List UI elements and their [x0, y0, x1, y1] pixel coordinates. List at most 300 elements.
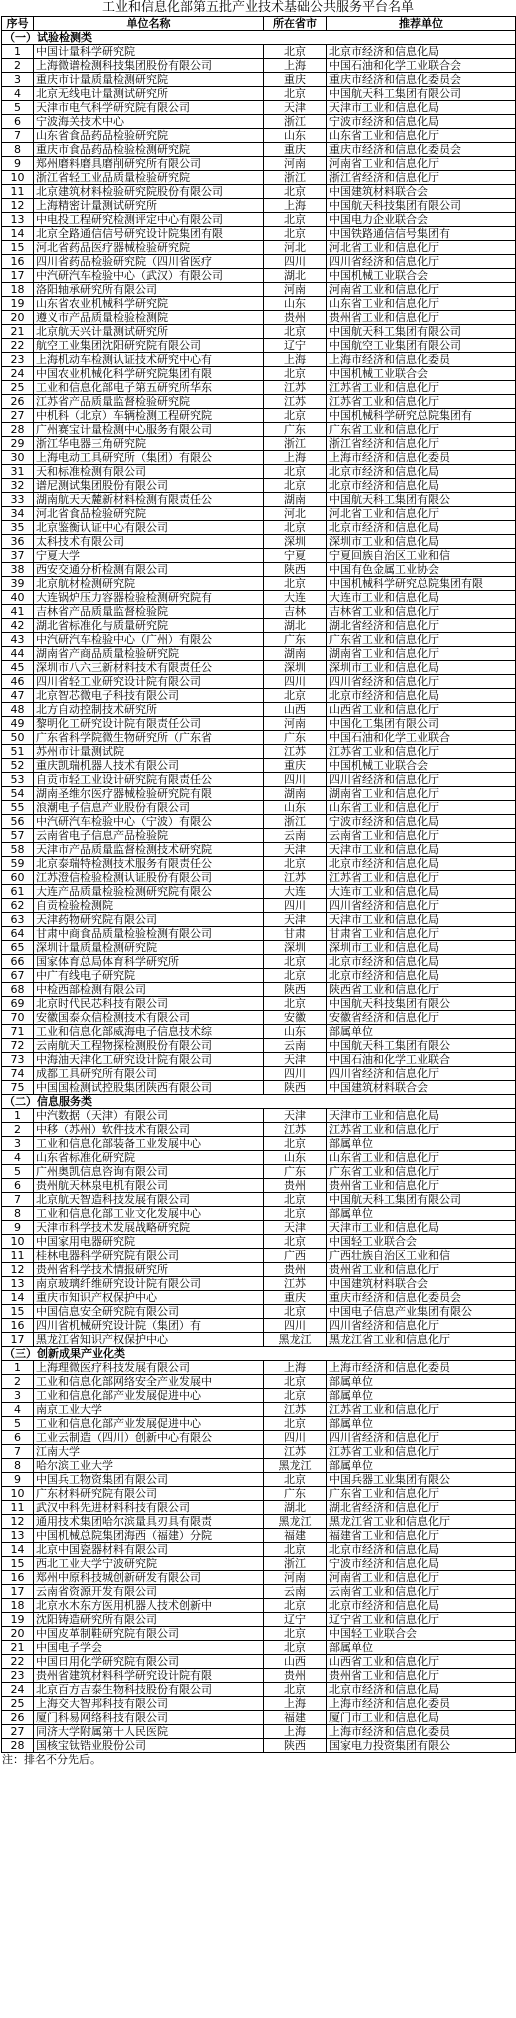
row-number: 12	[2, 1515, 34, 1529]
unit-name: 中汽研汽车检验中心（武汉）有限公司	[34, 269, 264, 283]
region: 四川	[264, 255, 327, 269]
unit-name: 中机科（北京）车辆检测工程研究院	[34, 409, 264, 423]
table-row	[2, 1249, 516, 1263]
recommender: 重庆市经济和信息化委员会	[327, 143, 516, 157]
row-number: 17	[2, 269, 34, 283]
table-row	[2, 549, 516, 563]
row-number: 25	[2, 1697, 34, 1711]
region: 贵州	[264, 1179, 327, 1193]
unit-name: 天津市电气科学研究院有限公司	[34, 101, 264, 115]
table-row	[2, 507, 516, 521]
region: 上海	[264, 1725, 327, 1739]
table-row	[2, 325, 516, 339]
unit-name: 云南省资源开发有限公司	[34, 1585, 264, 1599]
row-number: 11	[2, 185, 34, 199]
unit-name: 北京智芯微电子科技有限公司	[34, 689, 264, 703]
recommender: 宁夏回族自治区工业和信	[327, 549, 516, 563]
recommender: 北京市经济和信息化局	[327, 689, 516, 703]
region: 江苏	[264, 1445, 327, 1459]
table-row	[2, 535, 516, 549]
recommender: 上海市经济和信息化委员	[327, 1697, 516, 1711]
recommender: 贵州省工业和信息化厅	[327, 1263, 516, 1277]
region: 天津	[264, 1109, 327, 1123]
unit-name: 重庆市计量质量检测研究院	[34, 73, 264, 87]
row-number: 15	[2, 1557, 34, 1571]
unit-name: 遵义市产品质量检验检测院	[34, 311, 264, 325]
region: 北京	[264, 1641, 327, 1655]
row-number: 13	[2, 1277, 34, 1291]
table-row	[2, 1501, 516, 1515]
region: 北京	[264, 367, 327, 381]
row-number: 4	[2, 1403, 34, 1417]
unit-name: 湖南省产商品质量检验研究院	[34, 647, 264, 661]
unit-name: 江南大学	[34, 1445, 264, 1459]
region: 浙江	[264, 171, 327, 185]
recommender: 四川省经济和信息化厅	[327, 899, 516, 913]
unit-name: 黑龙江省知识产权保护中心	[34, 1333, 264, 1347]
recommender: 中国建筑材料联合会	[327, 1081, 516, 1095]
row-number: 27	[2, 1725, 34, 1739]
recommender: 宁波市经济和信息化局	[327, 815, 516, 829]
region: 深圳	[264, 941, 327, 955]
region: 安徽	[264, 1011, 327, 1025]
table-row	[2, 801, 516, 815]
row-number: 17	[2, 1333, 34, 1347]
region: 大连	[264, 885, 327, 899]
region: 江苏	[264, 1277, 327, 1291]
unit-name: 工业云制造（四川）创新中心有限公	[34, 1431, 264, 1445]
unit-name: 江苏省产品质量监督检验研究院	[34, 395, 264, 409]
table-row	[2, 1123, 516, 1137]
unit-name: 黎明化工研究设计院有限责任公司	[34, 717, 264, 731]
table-row	[2, 1459, 516, 1473]
row-number: 64	[2, 927, 34, 941]
row-number: 23	[2, 1669, 34, 1683]
recommender: 中国化工集团有限公司	[327, 717, 516, 731]
table-row	[2, 1711, 516, 1725]
region: 陕西	[264, 1081, 327, 1095]
recommender: 北京市经济和信息化局	[327, 969, 516, 983]
region: 广东	[264, 1487, 327, 1501]
recommender: 中国石油和化学工业联合	[327, 731, 516, 745]
recommender: 宁波市经济和信息化局	[327, 1557, 516, 1571]
table-row	[2, 703, 516, 717]
recommender: 北京市经济和信息化局	[327, 45, 516, 59]
table-row	[2, 675, 516, 689]
row-number: 35	[2, 521, 34, 535]
row-number: 61	[2, 885, 34, 899]
table-row	[2, 451, 516, 465]
row-number: 72	[2, 1039, 34, 1053]
unit-name: 北京水木东方医用机器人技术创新中	[34, 1599, 264, 1613]
recommender: 中国机械工业联合会	[327, 759, 516, 773]
row-number: 53	[2, 773, 34, 787]
recommender: 四川省经济和信息化厅	[327, 1319, 516, 1333]
recommender: 黑龙江省工业和信息化厅	[327, 1333, 516, 1347]
table-row	[2, 521, 516, 535]
row-number: 3	[2, 1137, 34, 1151]
row-number: 48	[2, 703, 34, 717]
recommender: 山东省工业和信息化厅	[327, 801, 516, 815]
region: 山西	[264, 1655, 327, 1669]
header-region: 所在省市	[264, 17, 327, 31]
row-number: 54	[2, 787, 34, 801]
row-number: 58	[2, 843, 34, 857]
recommender: 河南省工业和信息化厅	[327, 283, 516, 297]
recommender: 中国机械科学研究总院集团有	[327, 409, 516, 423]
row-number: 55	[2, 801, 34, 815]
region: 北京	[264, 1543, 327, 1557]
table-row	[2, 815, 516, 829]
region: 黑龙江	[264, 1515, 327, 1529]
recommender: 四川省经济和信息化厅	[327, 1067, 516, 1081]
unit-name: 武汉中科先进材料科技有限公司	[34, 1501, 264, 1515]
unit-name: 中国兵工物资集团有限公司	[34, 1473, 264, 1487]
recommender: 江苏省工业和信息化厅	[327, 1123, 516, 1137]
row-number: 20	[2, 1627, 34, 1641]
unit-name: 天津药物研究院有限公司	[34, 913, 264, 927]
region: 北京	[264, 1375, 327, 1389]
table-row	[2, 1697, 516, 1711]
recommender: 北京市经济和信息化局	[327, 465, 516, 479]
region: 北京	[264, 213, 327, 227]
row-number: 3	[2, 1389, 34, 1403]
region: 重庆	[264, 1291, 327, 1305]
region: 大连	[264, 591, 327, 605]
row-number: 4	[2, 87, 34, 101]
recommender: 上海市经济和信息化委员	[327, 451, 516, 465]
unit-name: 成都工具研究所有限公司	[34, 1067, 264, 1081]
table-row	[2, 255, 516, 269]
unit-name: 湖北省标准化与质量研究院	[34, 619, 264, 633]
recommender: 部属单位	[327, 1375, 516, 1389]
table-row	[2, 1151, 516, 1165]
unit-name: 安徽国泰众信检测技术有限公司	[34, 1011, 264, 1025]
row-number: 23	[2, 353, 34, 367]
header-no: 序号	[2, 17, 34, 31]
region: 山东	[264, 129, 327, 143]
row-number: 28	[2, 1739, 34, 1753]
row-number: 7	[2, 1445, 34, 1459]
row-number: 41	[2, 605, 34, 619]
region: 北京	[264, 465, 327, 479]
unit-name: 四川省药品检验研究院（四川省医疗	[34, 255, 264, 269]
row-number: 8	[2, 143, 34, 157]
row-number: 40	[2, 591, 34, 605]
recommender: 云南省工业和信息化厅	[327, 829, 516, 843]
table-row	[2, 605, 516, 619]
region: 北京	[264, 227, 327, 241]
recommender: 福建省工业和信息化厅	[327, 1529, 516, 1543]
table-row	[2, 1529, 516, 1543]
table-row	[2, 437, 516, 451]
table-row	[2, 1473, 516, 1487]
row-number: 66	[2, 955, 34, 969]
region: 四川	[264, 1319, 327, 1333]
region: 福建	[264, 1529, 327, 1543]
recommender: 上海市经济和信息化委员	[327, 1725, 516, 1739]
region: 云南	[264, 829, 327, 843]
unit-name: 北京中国瓷器材料有限公司	[34, 1543, 264, 1557]
table-row	[2, 1165, 516, 1179]
unit-name: 工业和信息化部产业发展促进中心	[34, 1389, 264, 1403]
recommender: 中国航天科工集团有限公司	[327, 1193, 516, 1207]
region: 湖北	[264, 1501, 327, 1515]
table-row	[2, 1207, 516, 1221]
table-row	[2, 1025, 516, 1039]
unit-name: 宁波海关技术中心	[34, 115, 264, 129]
unit-name: 郑州中原科技城创新研发有限公司	[34, 1571, 264, 1585]
region: 四川	[264, 773, 327, 787]
region: 北京	[264, 577, 327, 591]
table-row	[2, 493, 516, 507]
table-row	[2, 171, 516, 185]
recommender: 天津市工业和信息化局	[327, 843, 516, 857]
region: 上海	[264, 353, 327, 367]
region: 江苏	[264, 745, 327, 759]
unit-name: 上海理微医疗科技发展有限公司	[34, 1361, 264, 1375]
row-number: 2	[2, 59, 34, 73]
unit-name: 太科技术有限公司	[34, 535, 264, 549]
row-number: 7	[2, 1193, 34, 1207]
region: 北京	[264, 955, 327, 969]
recommender: 中国轻工业联合会	[327, 1627, 516, 1641]
footnote: 注：排名不分先后。	[2, 1753, 101, 1766]
recommender: 中国兵器工业集团有限公	[327, 1473, 516, 1487]
row-number: 5	[2, 101, 34, 115]
row-number: 31	[2, 465, 34, 479]
row-number: 1	[2, 1109, 34, 1123]
table-body	[2, 17, 516, 1753]
table-row	[2, 1655, 516, 1669]
recommender: 北京市经济和信息化局	[327, 1683, 516, 1697]
row-number: 24	[2, 1683, 34, 1697]
header-unit: 单位名称	[34, 17, 264, 31]
region: 云南	[264, 1585, 327, 1599]
unit-name: 深圳计量质量检测研究院	[34, 941, 264, 955]
recommender: 山西省工业和信息化厅	[327, 703, 516, 717]
table-row	[2, 311, 516, 325]
region: 辽宁	[264, 1613, 327, 1627]
unit-name: 广东材料研究院有限公司	[34, 1487, 264, 1501]
recommender: 中国电力企业联合会	[327, 213, 516, 227]
unit-name: 中国农业机械化科学研究院集团有限	[34, 367, 264, 381]
row-number: 9	[2, 1473, 34, 1487]
row-number: 4	[2, 1151, 34, 1165]
unit-name: 中国皮革制鞋研究院有限公司	[34, 1627, 264, 1641]
recommender: 江苏省工业和信息化厅	[327, 745, 516, 759]
region: 北京	[264, 1235, 327, 1249]
table-row	[2, 1417, 516, 1431]
region: 贵州	[264, 1263, 327, 1277]
region: 陕西	[264, 563, 327, 577]
row-number: 16	[2, 1319, 34, 1333]
recommender: 部属单位	[327, 1025, 516, 1039]
recommender: 北京市经济和信息化局	[327, 1599, 516, 1613]
unit-name: 洛阳轴承研究所有限公司	[34, 283, 264, 297]
region: 北京	[264, 689, 327, 703]
row-number: 8	[2, 1207, 34, 1221]
unit-name: 河北省药品医疗器械检验研究院	[34, 241, 264, 255]
table-row	[2, 45, 516, 59]
unit-name: 广州奥凯信息咨询有限公司	[34, 1165, 264, 1179]
recommender: 贵州省工业和信息化厅	[327, 1669, 516, 1683]
region: 北京	[264, 1207, 327, 1221]
recommender: 上海市经济和信息化委员	[327, 353, 516, 367]
unit-name: 山东省食品药品检验研究院	[34, 129, 264, 143]
region: 北京	[264, 969, 327, 983]
region: 黑龙江	[264, 1459, 327, 1473]
table-row	[2, 1221, 516, 1235]
region: 天津	[264, 913, 327, 927]
unit-name: 中汽数据（天津）有限公司	[34, 1109, 264, 1123]
unit-name: 中电投工程研究检测评定中心有限公司	[34, 213, 264, 227]
table-row	[2, 1361, 516, 1375]
region: 江苏	[264, 381, 327, 395]
unit-name: 同济大学附属第十人民医院	[34, 1725, 264, 1739]
unit-name: 天和标准检测有限公司	[34, 465, 264, 479]
unit-name: 广州赛宝计量检测中心服务有限公司	[34, 423, 264, 437]
region: 河北	[264, 241, 327, 255]
table-row	[2, 983, 516, 997]
region: 广东	[264, 633, 327, 647]
unit-name: 江苏澄信检验检测认证股份有限公司	[34, 871, 264, 885]
row-number: 13	[2, 1529, 34, 1543]
unit-name: 贵州航天林泉电机有限公司	[34, 1179, 264, 1193]
table-row	[2, 1053, 516, 1067]
table-row	[2, 661, 516, 675]
recommender: 四川省经济和信息化厅	[327, 675, 516, 689]
table-row	[2, 73, 516, 87]
table-row	[2, 185, 516, 199]
region: 上海	[264, 451, 327, 465]
region: 吉林	[264, 605, 327, 619]
row-number: 6	[2, 1179, 34, 1193]
region: 四川	[264, 1431, 327, 1445]
region: 河南	[264, 283, 327, 297]
region: 广东	[264, 731, 327, 745]
region: 上海	[264, 1361, 327, 1375]
unit-name: 北京无线电计量测试研究所	[34, 87, 264, 101]
unit-name: 上海微谱检测科技集团股份有限公司	[34, 59, 264, 73]
region: 上海	[264, 59, 327, 73]
unit-name: 北京时代民芯科技有限公司	[34, 997, 264, 1011]
row-number: 18	[2, 1599, 34, 1613]
region: 天津	[264, 1221, 327, 1235]
row-number: 15	[2, 1305, 34, 1319]
region: 北京	[264, 45, 327, 59]
recommender: 厦门市工业和信息化局	[327, 1711, 516, 1725]
recommender: 上海市经济和信息化委员	[327, 1361, 516, 1375]
unit-name: 中移（苏州）软件技术有限公司	[34, 1123, 264, 1137]
table-row	[2, 969, 516, 983]
region: 北京	[264, 521, 327, 535]
row-number: 6	[2, 1431, 34, 1445]
row-number: 14	[2, 227, 34, 241]
table-row	[2, 101, 516, 115]
recommender: 中国航天科技集团有限公	[327, 997, 516, 1011]
table-row	[2, 647, 516, 661]
table-row	[2, 241, 516, 255]
region: 辽宁	[264, 339, 327, 353]
table-row	[2, 1543, 516, 1557]
row-number: 42	[2, 619, 34, 633]
unit-name: 南京玻璃纤维研究设计院有限公司	[34, 1277, 264, 1291]
table-row	[2, 787, 516, 801]
table-row	[2, 339, 516, 353]
table-row	[2, 759, 516, 773]
recommender: 中国石油和化学工业联合	[327, 1053, 516, 1067]
row-number: 12	[2, 199, 34, 213]
row-number: 22	[2, 339, 34, 353]
region: 河南	[264, 1571, 327, 1585]
recommender: 广东省工业和信息化厅	[327, 423, 516, 437]
region: 山东	[264, 1025, 327, 1039]
row-number: 51	[2, 745, 34, 759]
unit-name: 中海油天津化工研究设计院有限公司	[34, 1053, 264, 1067]
table-row	[2, 1067, 516, 1081]
recommender: 贵州省工业和信息化厅	[327, 311, 516, 325]
recommender: 大连市工业和信息化局	[327, 591, 516, 605]
region: 重庆	[264, 73, 327, 87]
table-row	[2, 409, 516, 423]
unit-name: 郑州磨料磨具磨削研究所有限公司	[34, 157, 264, 171]
unit-name: 工业和信息化部装备工业发展中心	[34, 1137, 264, 1151]
unit-name: 西北工业大学宁波研究院	[34, 1557, 264, 1571]
table-row	[2, 1669, 516, 1683]
row-number: 2	[2, 1123, 34, 1137]
table-row	[2, 423, 516, 437]
row-number: 24	[2, 367, 34, 381]
row-number: 43	[2, 633, 34, 647]
table-row	[2, 1263, 516, 1277]
table-row	[2, 871, 516, 885]
recommender: 中国有色金属工业协会	[327, 563, 516, 577]
unit-name: 重庆凯瑞机器人技术有限公司	[34, 759, 264, 773]
recommender: 深圳市工业和信息化局	[327, 535, 516, 549]
unit-name: 通用技术集团哈尔滨量具刃具有限责	[34, 1515, 264, 1529]
section-header-row	[2, 1095, 516, 1109]
row-number: 11	[2, 1501, 34, 1515]
table-row	[2, 199, 516, 213]
recommender: 北京市经济和信息化局	[327, 857, 516, 871]
table-row	[2, 1081, 516, 1095]
unit-name: 中国电子学会	[34, 1641, 264, 1655]
region: 北京	[264, 325, 327, 339]
table-row	[2, 857, 516, 871]
unit-name: 大连产品质量检验检测研究院有限公	[34, 885, 264, 899]
recommender: 湖南省工业和信息化厅	[327, 787, 516, 801]
unit-name: 浙江省轻工业品质量检验研究院	[34, 171, 264, 185]
recommender: 中国机械科学研究总院集团有限	[327, 577, 516, 591]
region: 贵州	[264, 311, 327, 325]
table-row	[2, 1193, 516, 1207]
header-recommender: 推荐单位	[327, 17, 516, 31]
region: 广东	[264, 1165, 327, 1179]
recommender: 国家电力投资集团有限公	[327, 1739, 516, 1753]
row-number: 6	[2, 115, 34, 129]
unit-name: 贵州省科学技术情报研究所	[34, 1263, 264, 1277]
recommender: 中国轻工业联合会	[327, 1235, 516, 1249]
recommender: 中国电子信息产业集团有限公	[327, 1305, 516, 1319]
table-row	[2, 1641, 516, 1655]
row-number: 19	[2, 1613, 34, 1627]
recommender: 部属单位	[327, 1417, 516, 1431]
unit-name: 山东省农业机械科学研究院	[34, 297, 264, 311]
region: 天津	[264, 1053, 327, 1067]
table-row	[2, 143, 516, 157]
unit-name: 自贡市轻工业设计研究院有限责任公	[34, 773, 264, 787]
